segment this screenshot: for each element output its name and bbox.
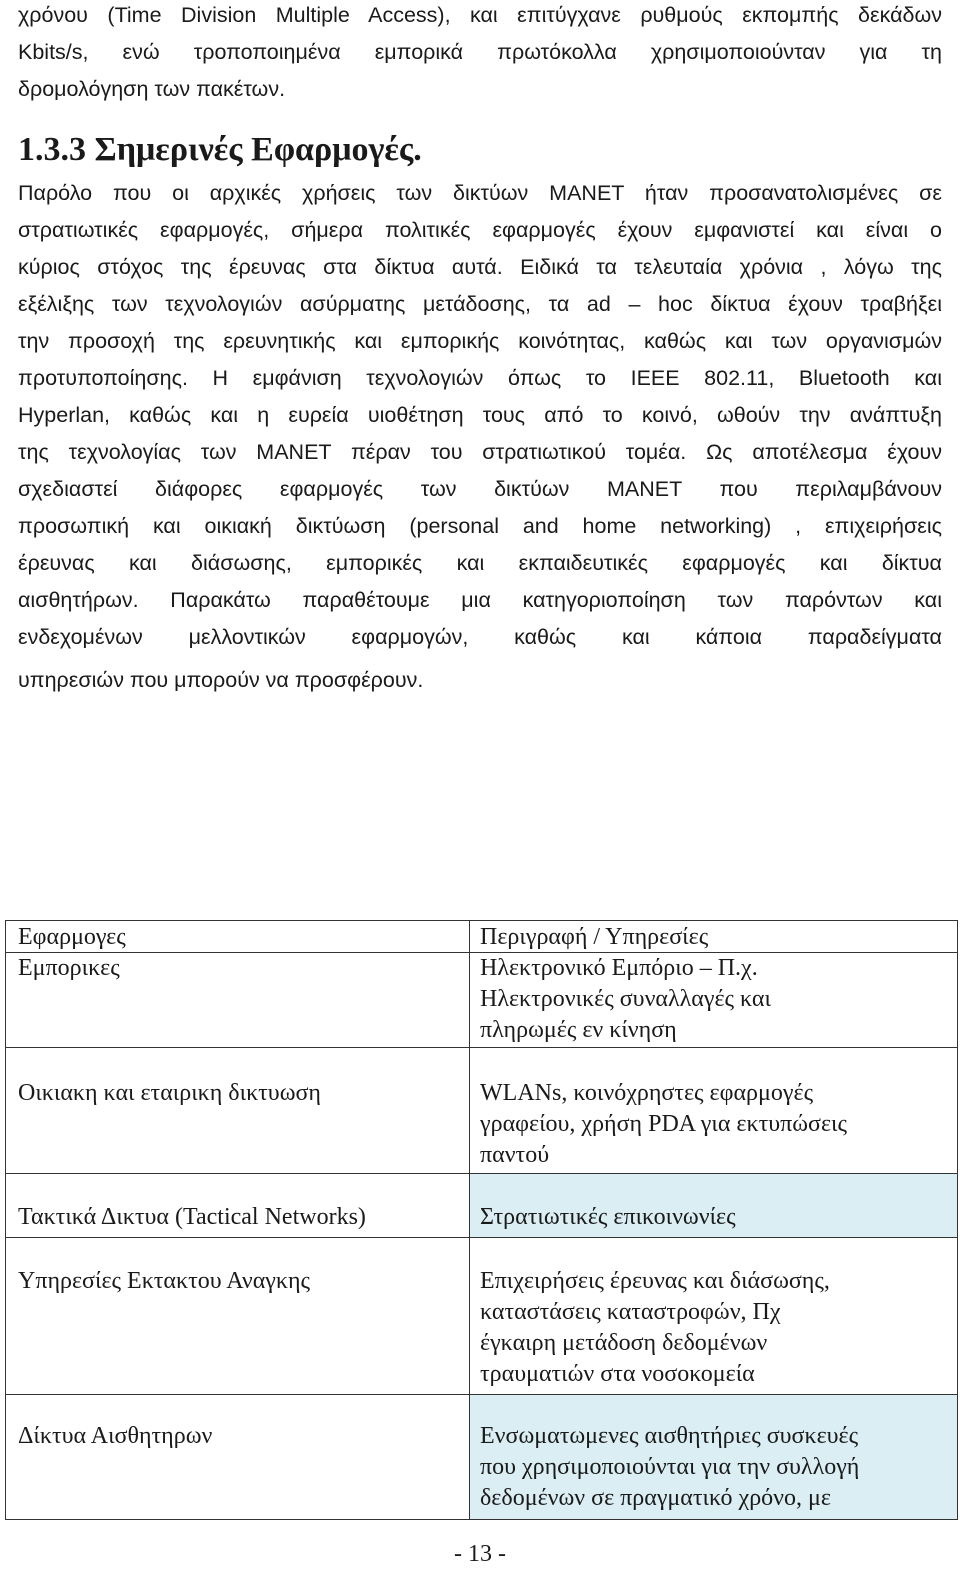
description-line: τραυματιών στα νοσοκομεία	[480, 1361, 755, 1387]
table-header-applications: Εφαρμογες	[18, 924, 126, 950]
body-line: την προσοχή της ερευνητικής και εμπορικής κοινότητας, καθώς και των οργανισμών	[18, 329, 942, 353]
table-cell-application: Εμπορικες	[18, 955, 120, 981]
table-cell-description	[480, 1266, 950, 1390]
body-line: αισθητήρων. Παρακάτω παραθέτουμε μια κατηγοριοποίηση των παρόντων και	[18, 588, 942, 612]
body-line: σχεδιαστεί διάφορες εφαρμογές των δικτύων MANET που περιλαμβάνουν	[18, 477, 942, 501]
body-line: έρευνας και διάσωσης, εμπορικές και εκπαιδευτικές εφαρμογές και δίκτυα	[18, 551, 942, 575]
column-divider	[469, 921, 470, 1519]
table-row	[6, 953, 957, 1048]
body-line: ενδεχομένων μελλοντικών εφαρμογών, καθώς και κάποια παραδείγματα	[18, 625, 942, 649]
body-line: υπηρεσιών που μπορούν να προσφέρουν.	[18, 668, 424, 692]
body-line: της τεχνολογίας των MANET πέραν του στρατιωτικού τομέα. Ως αποτέλεσμα έχουν	[18, 440, 942, 464]
body-line: Παρόλο που οι αρχικές χρήσεις των δικτύων MANET ήταν προσανατολισμένες σε	[18, 181, 942, 205]
table-cell-description	[480, 1078, 950, 1171]
table-cell-description	[480, 953, 950, 1046]
intro-line: χρόνου (Time Division Multiple Access), και επιτύγχανε ρυθμούς εκπομπής δεκάδων	[18, 3, 942, 27]
intro-line: Kbits/s, ενώ τροποποιημένα εμπορικά πρωτόκολλα χρησιμοποιούνταν για τη	[18, 40, 942, 64]
description-line: Ηλεκτρονικές συναλλαγές και	[480, 986, 771, 1012]
table-cell-application: Υπηρεσίες Εκτακτου Αναγκης	[18, 1268, 311, 1294]
description-line: Επιχειρήσεις έρευνας και διάσωσης,	[480, 1268, 830, 1294]
body-line: προσωπική και οικιακή δικτύωση (personal and home networking) , επιχειρήσεις	[18, 514, 942, 538]
table-row	[6, 1048, 957, 1174]
description-line: Ηλεκτρονικό Εμπόριο – Π.χ.	[480, 955, 758, 981]
table-row	[6, 1238, 957, 1395]
body-line: στρατιωτικές εφαρμογές, σήμερα πολιτικές εφαρμογές έχουν εμφανιστεί και είναι ο	[18, 218, 942, 242]
intro-line: δρομολόγηση των πακέτων.	[18, 77, 286, 101]
description-line: που χρησιμοποιούνται για την συλλογή	[480, 1454, 860, 1480]
body-line: κύριος στόχος της έρευνας στα δίκτυα αυτά. Ειδικά τα τελευταία χρόνια , λόγω της	[18, 255, 942, 279]
description-line: Στρατιωτικές επικοινωνίες	[480, 1204, 736, 1230]
table-header-description: Περιγραφή / Υπηρεσίες	[480, 924, 709, 950]
table-cell-description	[480, 1202, 950, 1233]
description-line: γραφείου, χρήση PDA για εκτυπώσεις	[480, 1111, 848, 1137]
table-cell-application: Δίκτυα Αισθητηρων	[18, 1423, 213, 1449]
section-heading: 1.3.3 Σημερινές Εφαρμογές.	[18, 131, 422, 168]
table-cell-application: Οικιακη και εταιρικη δικτυωση	[18, 1080, 321, 1106]
body-line: Hyperlan, καθώς και η ευρεία υιοθέτηση τους από το κοινό, ωθούν την ανάπτυξη	[18, 403, 942, 427]
description-line: Ενσωματωμενες αισθητήριες συσκευές	[480, 1423, 859, 1449]
description-line: έγκαιρη μετάδοση δεδομένων	[480, 1330, 768, 1356]
table-cell-application: Τακτικά Δικτυα (Tactical Networks)	[18, 1204, 366, 1230]
table-cell-description	[480, 1421, 950, 1514]
description-line: παντού	[480, 1142, 550, 1168]
table-row	[6, 1395, 957, 1519]
description-line: δεδομένων σε πραγματικό χρόνο, με	[480, 1485, 831, 1511]
body-line: εξέλιξης των τεχνολογιών ασύρματης μετάδοσης, τα ad – hoc δίκτυα έχουν τραβήξει	[18, 292, 942, 316]
applications-table	[5, 920, 958, 1520]
body-line: προτυποποίησης. Η εμφάνιση τεχνολογιών όπως το IEEE 802.11, Bluetooth και	[18, 366, 942, 390]
page-number: - 13 -	[454, 1541, 506, 1567]
table-row	[6, 1174, 957, 1238]
description-line: WLANs, κοινόχρηστες εφαρμογές	[480, 1080, 814, 1106]
table-header-row	[6, 921, 957, 953]
description-line: πληρωμές εν κίνηση	[480, 1017, 677, 1043]
description-line: καταστάσεις καταστροφών, Πχ	[480, 1299, 781, 1325]
